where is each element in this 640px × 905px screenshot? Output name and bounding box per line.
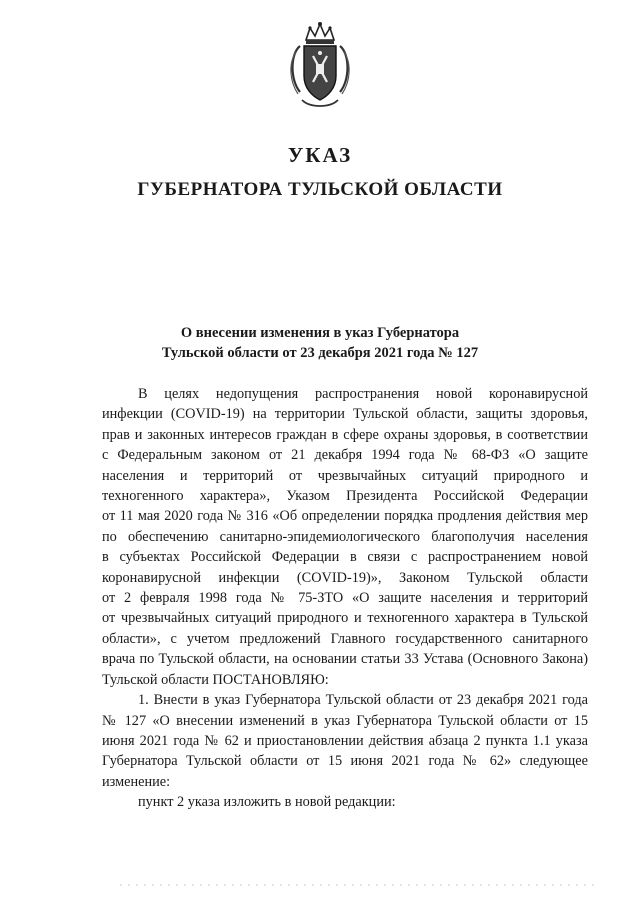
item-2-paragraph: пункт 2 указа изложить в новой редакции: <box>138 794 396 811</box>
document-type-title: УКАЗ <box>287 143 353 167</box>
body-line: техногенного характера», Указом Президента Российской Федерации <box>102 488 588 505</box>
body-line: Тульской области ПОСТАНОВЛЯЮ: <box>102 671 329 688</box>
body-line: врача по Тульской области, на основании статьи 33 Устава (Основного Закона) <box>102 651 588 668</box>
body-line: населения и территорий от чрезвычайных ситуаций природного и <box>102 467 588 484</box>
body-line: коронавирусной инфекции (COVID-19)», Законом Тульской области <box>102 569 588 586</box>
subject-line: О внесении изменения в указ Губернатора <box>180 325 460 341</box>
document-body <box>102 384 588 813</box>
body-line: № 127 «О внесении изменений в указ Губернатора Тульской области от 15 <box>102 712 588 729</box>
document-issuer: ГУБЕРНАТОРА ТУЛЬСКОЙ ОБЛАСТИ <box>137 179 503 200</box>
subject-line: Тульской области от 23 декабря 2021 года № 127 <box>161 345 479 361</box>
body-line: прав и законных интересов граждан в сфере охраны здоровья, в соответствии <box>102 426 588 443</box>
preamble-paragraph <box>102 384 588 690</box>
body-line: Губернатора Тульской области от 15 июня 2021 года № 62» следующее <box>102 753 588 770</box>
item-1-paragraph <box>102 690 588 792</box>
document-subject <box>0 323 640 363</box>
body-line: по обеспечению санитарно-эпидемиологического благополучия населения <box>102 528 588 545</box>
body-line: области», с учетом предложений Главного государственного санитарного <box>102 630 588 647</box>
body-line: от 2 февраля 1998 года № 75-ЗТО «О защите населения и территорий <box>102 590 588 607</box>
body-line: от чрезвычайных ситуаций природного и техногенного характера в Тульской <box>102 610 588 627</box>
body-line: июня 2021 года № 62 и приостановлении действия абзаца 2 пункта 1.1 указа <box>102 732 588 749</box>
scan-noise-decoration <box>0 880 640 890</box>
coat-of-arms-icon <box>286 20 354 110</box>
body-line: 1. Внести в указ Губернатора Тульской области от 23 декабря 2021 года <box>138 692 588 709</box>
body-line: с Федеральным законом от 21 декабря 1994 года № 68-ФЗ «О защите <box>102 447 588 464</box>
body-line: от 11 мая 2020 года № 316 «Об определении порядка продления действия мер <box>102 508 588 525</box>
body-line: в субъектах Российской Федерации в связи с распространением новой <box>102 549 588 566</box>
body-line: изменение: <box>102 773 171 790</box>
body-line: В целях недопущения распространения новой коронавирусной <box>138 386 588 402</box>
body-line: инфекции (COVID-19) на территории Тульской области, защиты здоровья, <box>102 406 588 423</box>
